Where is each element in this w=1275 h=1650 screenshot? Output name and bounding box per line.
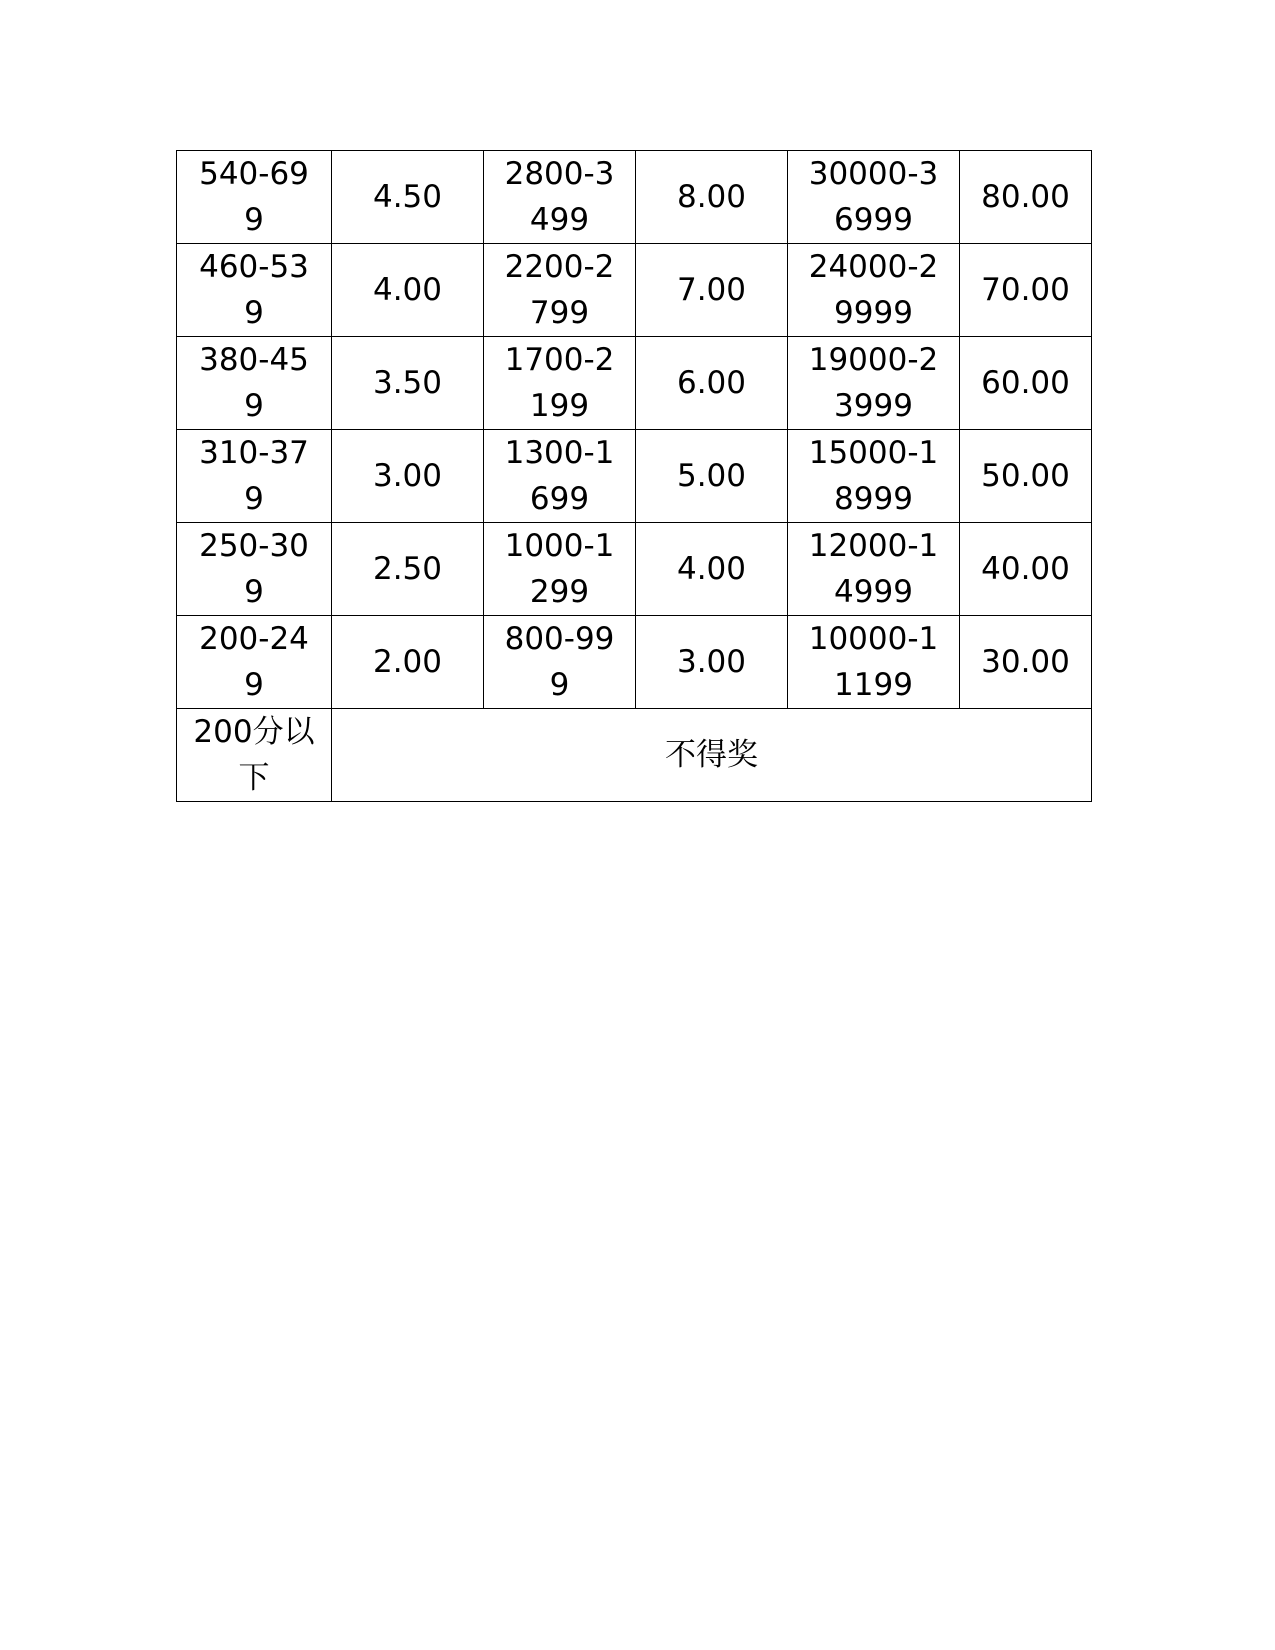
award-table bbox=[176, 150, 1092, 802]
table-row bbox=[177, 244, 1092, 337]
reward-cell: 30.00 bbox=[960, 616, 1092, 709]
table-row bbox=[177, 430, 1092, 523]
reward-cell: 5.00 bbox=[636, 430, 788, 523]
reward-cell: 2.00 bbox=[332, 616, 484, 709]
reward-cell: 70.00 bbox=[960, 244, 1092, 337]
score-range-cell: 310-379 bbox=[177, 430, 332, 523]
reward-cell: 2.50 bbox=[332, 523, 484, 616]
score-range-cell: 1700-2199 bbox=[484, 337, 636, 430]
reward-cell: 8.00 bbox=[636, 151, 788, 244]
reward-cell: 4.00 bbox=[332, 244, 484, 337]
score-range-cell: 2800-3499 bbox=[484, 151, 636, 244]
reward-cell: 4.50 bbox=[332, 151, 484, 244]
score-range-cell: 24000-29999 bbox=[788, 244, 960, 337]
reward-cell: 4.00 bbox=[636, 523, 788, 616]
reward-cell: 60.00 bbox=[960, 337, 1092, 430]
reward-cell: 50.00 bbox=[960, 430, 1092, 523]
table-row bbox=[177, 523, 1092, 616]
score-range-cell: 460-539 bbox=[177, 244, 332, 337]
score-range-cell: 200分以下 bbox=[177, 709, 332, 802]
reward-cell: 40.00 bbox=[960, 523, 1092, 616]
reward-cell: 7.00 bbox=[636, 244, 788, 337]
score-range-cell: 10000-11199 bbox=[788, 616, 960, 709]
no-award-cell: 不得奖 bbox=[332, 709, 1092, 802]
score-range-cell: 200-249 bbox=[177, 616, 332, 709]
score-range-cell: 1300-1699 bbox=[484, 430, 636, 523]
reward-cell: 3.50 bbox=[332, 337, 484, 430]
reward-cell: 80.00 bbox=[960, 151, 1092, 244]
reward-cell: 3.00 bbox=[332, 430, 484, 523]
table-row bbox=[177, 151, 1092, 244]
score-range-cell: 12000-14999 bbox=[788, 523, 960, 616]
score-range-cell: 540-699 bbox=[177, 151, 332, 244]
table-row bbox=[177, 616, 1092, 709]
score-range-cell: 800-999 bbox=[484, 616, 636, 709]
table-row-no-award bbox=[177, 709, 1092, 802]
score-range-cell: 19000-23999 bbox=[788, 337, 960, 430]
score-range-cell: 2200-2799 bbox=[484, 244, 636, 337]
score-range-cell: 1000-1299 bbox=[484, 523, 636, 616]
score-range-cell: 380-459 bbox=[177, 337, 332, 430]
score-range-cell: 250-309 bbox=[177, 523, 332, 616]
reward-cell: 3.00 bbox=[636, 616, 788, 709]
score-range-cell: 15000-18999 bbox=[788, 430, 960, 523]
table-row bbox=[177, 337, 1092, 430]
score-range-cell: 30000-36999 bbox=[788, 151, 960, 244]
reward-cell: 6.00 bbox=[636, 337, 788, 430]
